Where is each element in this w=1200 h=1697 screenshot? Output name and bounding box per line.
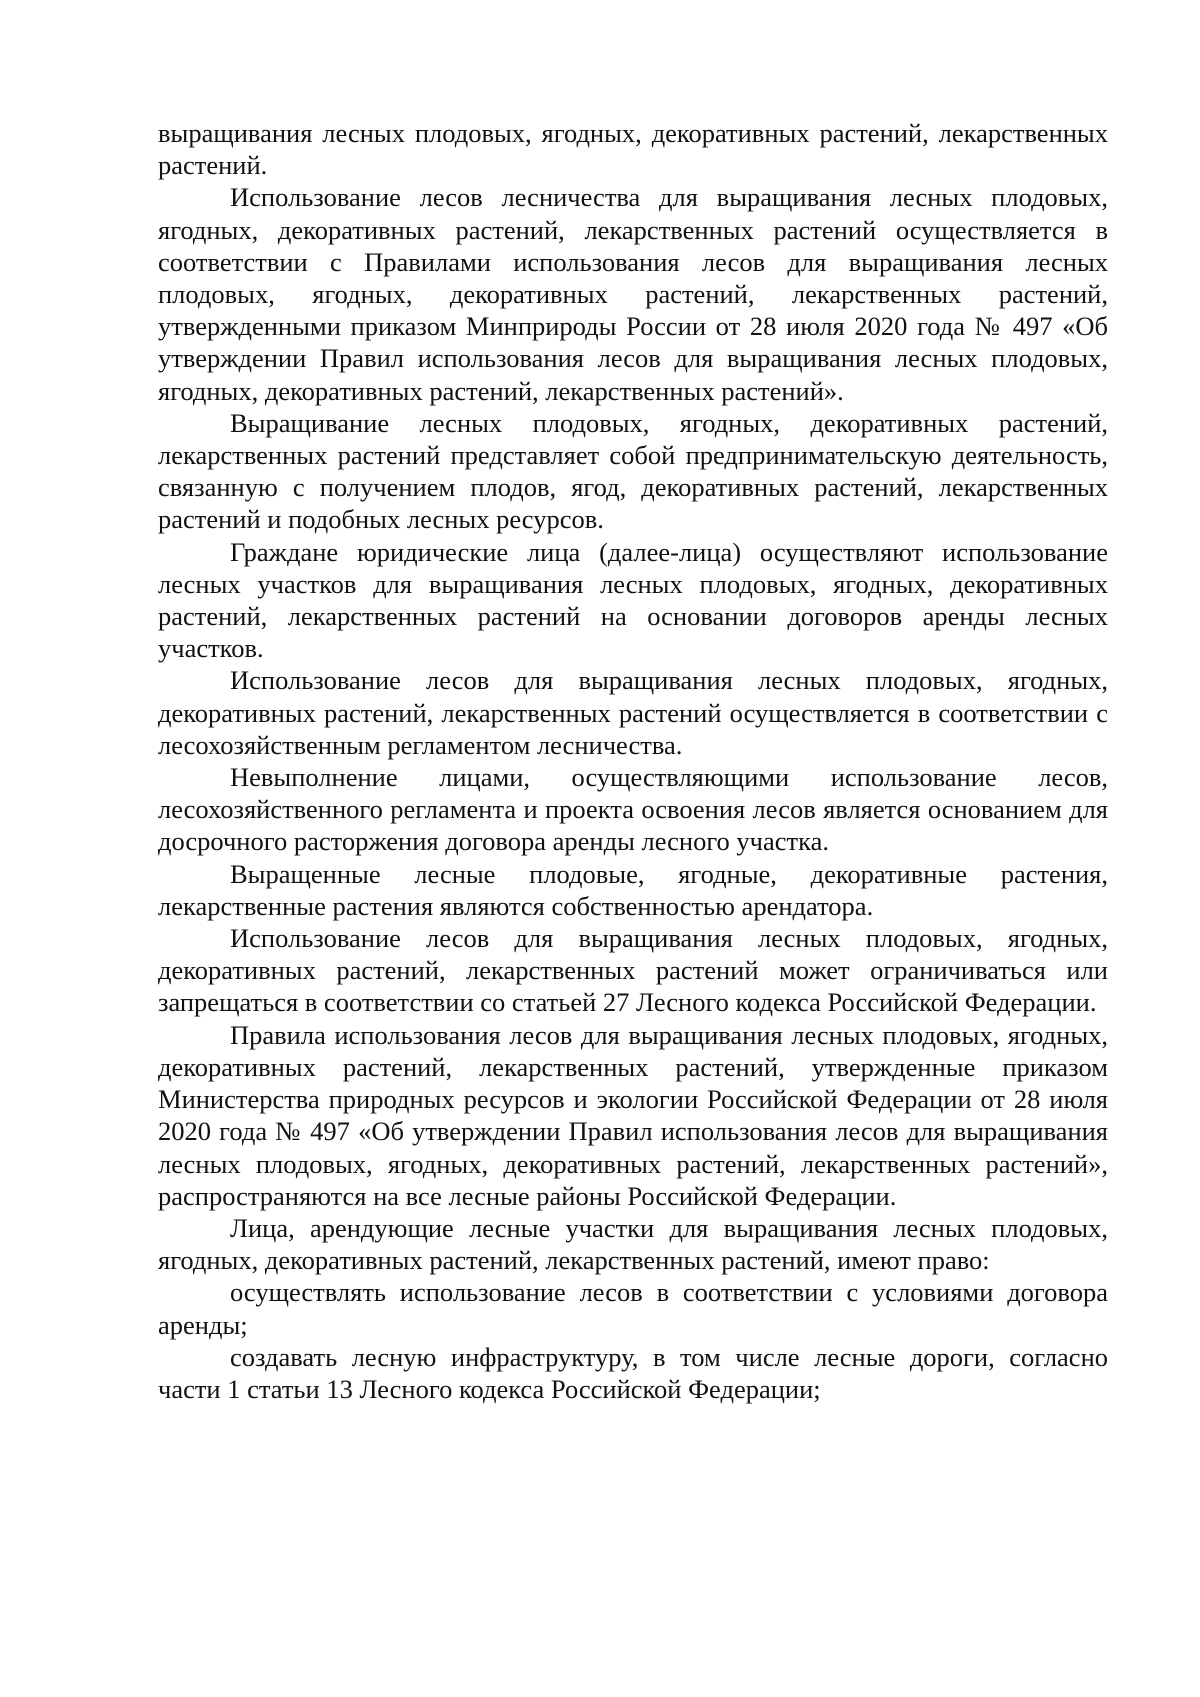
paragraph-rights-intro: Лица, арендующие лесные участки для выращивания лесных плодовых, ягодных, декоративных растений, лекарственных растений, имеют право: xyxy=(158,1212,1108,1276)
paragraph-regulation: Использование лесов для выращивания лесных плодовых, ягодных, декоративных растений, лекарственных растений осуществляется в соответствии с лесохозяйственным регламентом лесничества. xyxy=(158,665,1108,760)
paragraph-rules-basis: Использование лесов лесничества для выращивания лесных плодовых, ягодных, декоративных растений, лекарственных растений осуществляется в соответствии с Правилами использования лесов для выращивания лесных плодовых, ягодных, декоративных растений, лекарственных растений, утвержденными приказом Минприроды России от 28 июля 2020 года № 497 «Об утверждении Правил использования лесов для выращивания лесных плодовых, ягодных, декоративных растений, лекарственных растений». xyxy=(158,182,1108,406)
paragraph-continuation: выращивания лесных плодовых, ягодных, декоративных растений, лекарственных растений. xyxy=(158,118,1108,181)
paragraph-definition: Выращивание лесных плодовых, ягодных, декоративных растений, лекарственных растений представляет собой предпринимательскую деятельность, связанную с получением плодов, ягод, декоративных растений, лекарственных растений и подобных лесных ресурсов. xyxy=(158,407,1108,535)
list-item-right-infrastructure: создавать лесную инфраструктуру, в том числе лесные дороги, согласно части 1 статьи 13 Лесного кодекса Российской Федерации; xyxy=(158,1341,1108,1404)
paragraph-lease-basis: Граждане юридические лица (далее-лица) осуществляют использование лесных участков для выращивания лесных плодовых, ягодных, декоративных растений, лекарственных растений на основании договоров аренды лесных участков. xyxy=(158,536,1108,664)
paragraph-termination: Невыполнение лицами, осуществляющими использование лесов, лесохозяйственного регламента и проекта освоения лесов является основанием для досрочного расторжения договора аренды лесного участка. xyxy=(158,762,1108,857)
paragraph-scope: Правила использования лесов для выращивания лесных плодовых, ягодных, декоративных растений, лекарственных растений, утвержденные приказом Министерства природных ресурсов и экологии Российской Федерации от 28 июля 2020 года № 497 «Об утверждении Правил использования лесов для выращивания лесных плодовых, ягодных, декоративных растений, лекарственных растений», распространяются на все лесные районы Российской Федерации. xyxy=(158,1019,1108,1211)
list-item-right-use: осуществлять использование лесов в соответствии с условиями договора аренды; xyxy=(158,1277,1108,1340)
paragraph-restrictions: Использование лесов для выращивания лесных плодовых, ягодных, декоративных растений, лекарственных растений может ограничиваться или запрещаться в соответствии со статьей 27 Лесного кодекса Российской Федерации. xyxy=(158,923,1108,1018)
paragraph-ownership: Выращенные лесные плодовые, ягодные, декоративные растения, лекарственные растения являются собственностью арендатора. xyxy=(158,858,1108,921)
